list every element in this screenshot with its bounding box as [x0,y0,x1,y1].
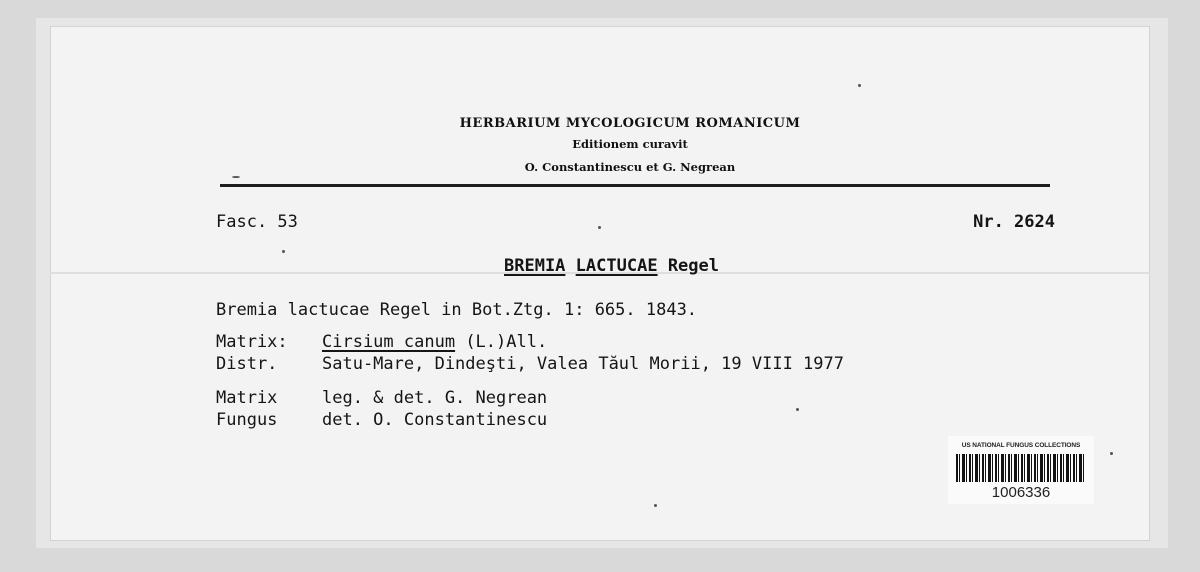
citation-line: Bremia lactucae Regel in Bot.Ztg. 1: 665. 1843. [216,300,698,320]
distr-value: Satu-Mare, Dindeşti, Valea Tăul Morii, 19 VIII 1977 [322,354,844,374]
leg-label: Matrix [216,388,278,408]
distribution-line [216,354,844,374]
paper-speck [858,84,861,87]
editor-line: Editionem curavit [572,137,688,151]
barcode-label [948,436,1094,504]
fascicle-number: Fasc. 53 [216,212,298,232]
paper-speck [598,226,601,229]
fungus-line [216,410,547,430]
matrix-taxon: Cirsium canum [322,332,456,352]
paper-speck [1110,452,1113,455]
leg-value: leg. & det. G. Negrean [322,388,548,408]
barcode-title: US NATIONAL FUNGUS COLLECTIONS [961,442,1081,449]
species-epithet: LACTUCAE [575,256,658,276]
species-name [504,256,719,276]
distr-label: Distr. [216,354,278,374]
herbarium-title: HERBARIUM MYCOLOGICUM ROMANICUM [459,116,801,131]
specimen-number: Nr. 2624 [973,212,1055,232]
header-rule [220,184,1050,187]
matrix-line [216,332,547,352]
matrix-label: Matrix: [216,332,288,352]
paper-speck [282,250,285,253]
editors-names: O. Constantinescu et G. Negrean [524,160,736,174]
species-genus: BREMIA [504,256,566,276]
fungus-label: Fungus [216,410,278,430]
paper-speck [654,504,657,507]
species-author: Regel [667,256,719,276]
fungus-value: det. O. Constantinescu [322,410,548,430]
collector-line [216,388,547,408]
paper-speck [796,408,799,411]
barcode-icon [956,454,1086,482]
matrix-author: (L.)All. [465,332,548,352]
paper-speck [232,176,240,178]
barcode-number: 1006336 [991,484,1051,501]
